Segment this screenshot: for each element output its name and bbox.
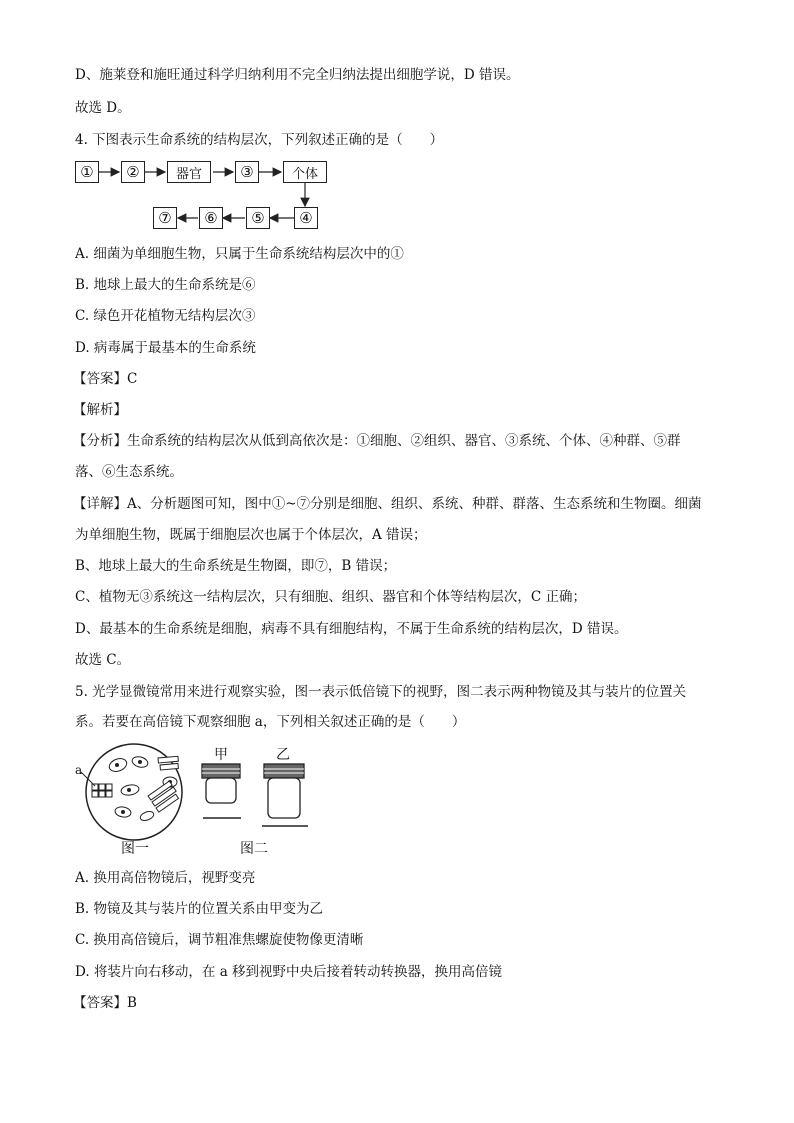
analysis-text: 【分析】生命系统的结构层次从低到高依次是：①细胞、②组织、器官、③系统、个体、④种群、⑤群 <box>73 433 681 449</box>
level-7-box: ⑦ <box>153 207 177 229</box>
detail-text: 为单细胞生物，既属于细胞层次也属于个体层次，A 错误； <box>75 527 427 543</box>
option-d: D. 病毒属于最基本的生命系统 <box>75 340 256 356</box>
cell-a-label: a <box>75 763 83 777</box>
figure-1-caption: 图一 <box>121 841 149 857</box>
figure-2-caption: 图二 <box>240 841 268 857</box>
text-line: 故选 D。 <box>75 100 131 116</box>
level-4-box: ④ <box>294 207 318 229</box>
individual-box: 个体 <box>283 161 327 183</box>
text-line: 故选 C。 <box>75 652 131 668</box>
option-c: C. 绿色开花植物无结构层次③ <box>75 308 256 324</box>
answer-label: 【答案】C <box>73 371 138 387</box>
analysis-text: 落、⑥生态系统。 <box>75 464 183 480</box>
objective-yi-label: 乙 <box>276 747 290 763</box>
detail-text: B、地球上最大的生命系统是生物圈，即⑦，B 错误； <box>75 558 397 574</box>
objective-jia-label: 甲 <box>214 747 228 763</box>
option-c: C. 换用高倍镜后，调节粗准焦螺旋使物像更清晰 <box>75 932 364 948</box>
level-1-box: ① <box>75 161 99 183</box>
detail-text: 【详解】A、分析题图可知，图中①~⑦分别是细胞、组织、系统、种群、群落、生态系统和生物圈。细菌 <box>73 496 702 512</box>
option-a: A. 换用高倍物镜后，视野变亮 <box>75 870 256 886</box>
text-line: D、施莱登和施旺通过科学归纳利用不完全归纳法提出细胞学说，D 错误。 <box>75 67 520 83</box>
option-d: D. 将装片向右移动，在 a 移到视野中央后接着转动转换器，换用高倍镜 <box>75 964 503 980</box>
detail-text: D、最基本的生命系统是细胞，病毒不具有细胞结构，不属于生命系统的结构层次，D 错误。 <box>75 621 628 637</box>
option-b: B. 地球上最大的生命系统是⑥ <box>75 277 256 293</box>
question-5-stem: 系。若要在高倍镜下观察细胞 a，下列相关叙述正确的是（ ） <box>75 714 466 730</box>
option-a: A. 细菌为单细胞生物，只属于生命系统结构层次中的① <box>75 246 404 262</box>
question-4-stem: 4. 下图表示生命系统的结构层次，下列叙述正确的是（ ） <box>75 132 444 148</box>
organ-box: 器官 <box>167 161 211 183</box>
level-2-box: ② <box>121 161 145 183</box>
level-5-box: ⑤ <box>246 207 270 229</box>
detail-text: C、植物无③系统这一结构层次，只有细胞、组织、器官和个体等结构层次，C 正确； <box>75 589 586 605</box>
option-b: B. 物镜及其与装片的位置关系由甲变为乙 <box>75 901 324 917</box>
level-3-box: ③ <box>235 161 259 183</box>
analysis-label: 【解析】 <box>73 402 127 418</box>
question-5-stem: 5. 光学显微镜常用来进行观察实验，图一表示低倍镜下的视野，图二表示两种物镜及其与装片的位置关 <box>75 684 687 700</box>
level-6-box: ⑥ <box>199 207 223 229</box>
answer-label: 【答案】B <box>73 995 137 1011</box>
